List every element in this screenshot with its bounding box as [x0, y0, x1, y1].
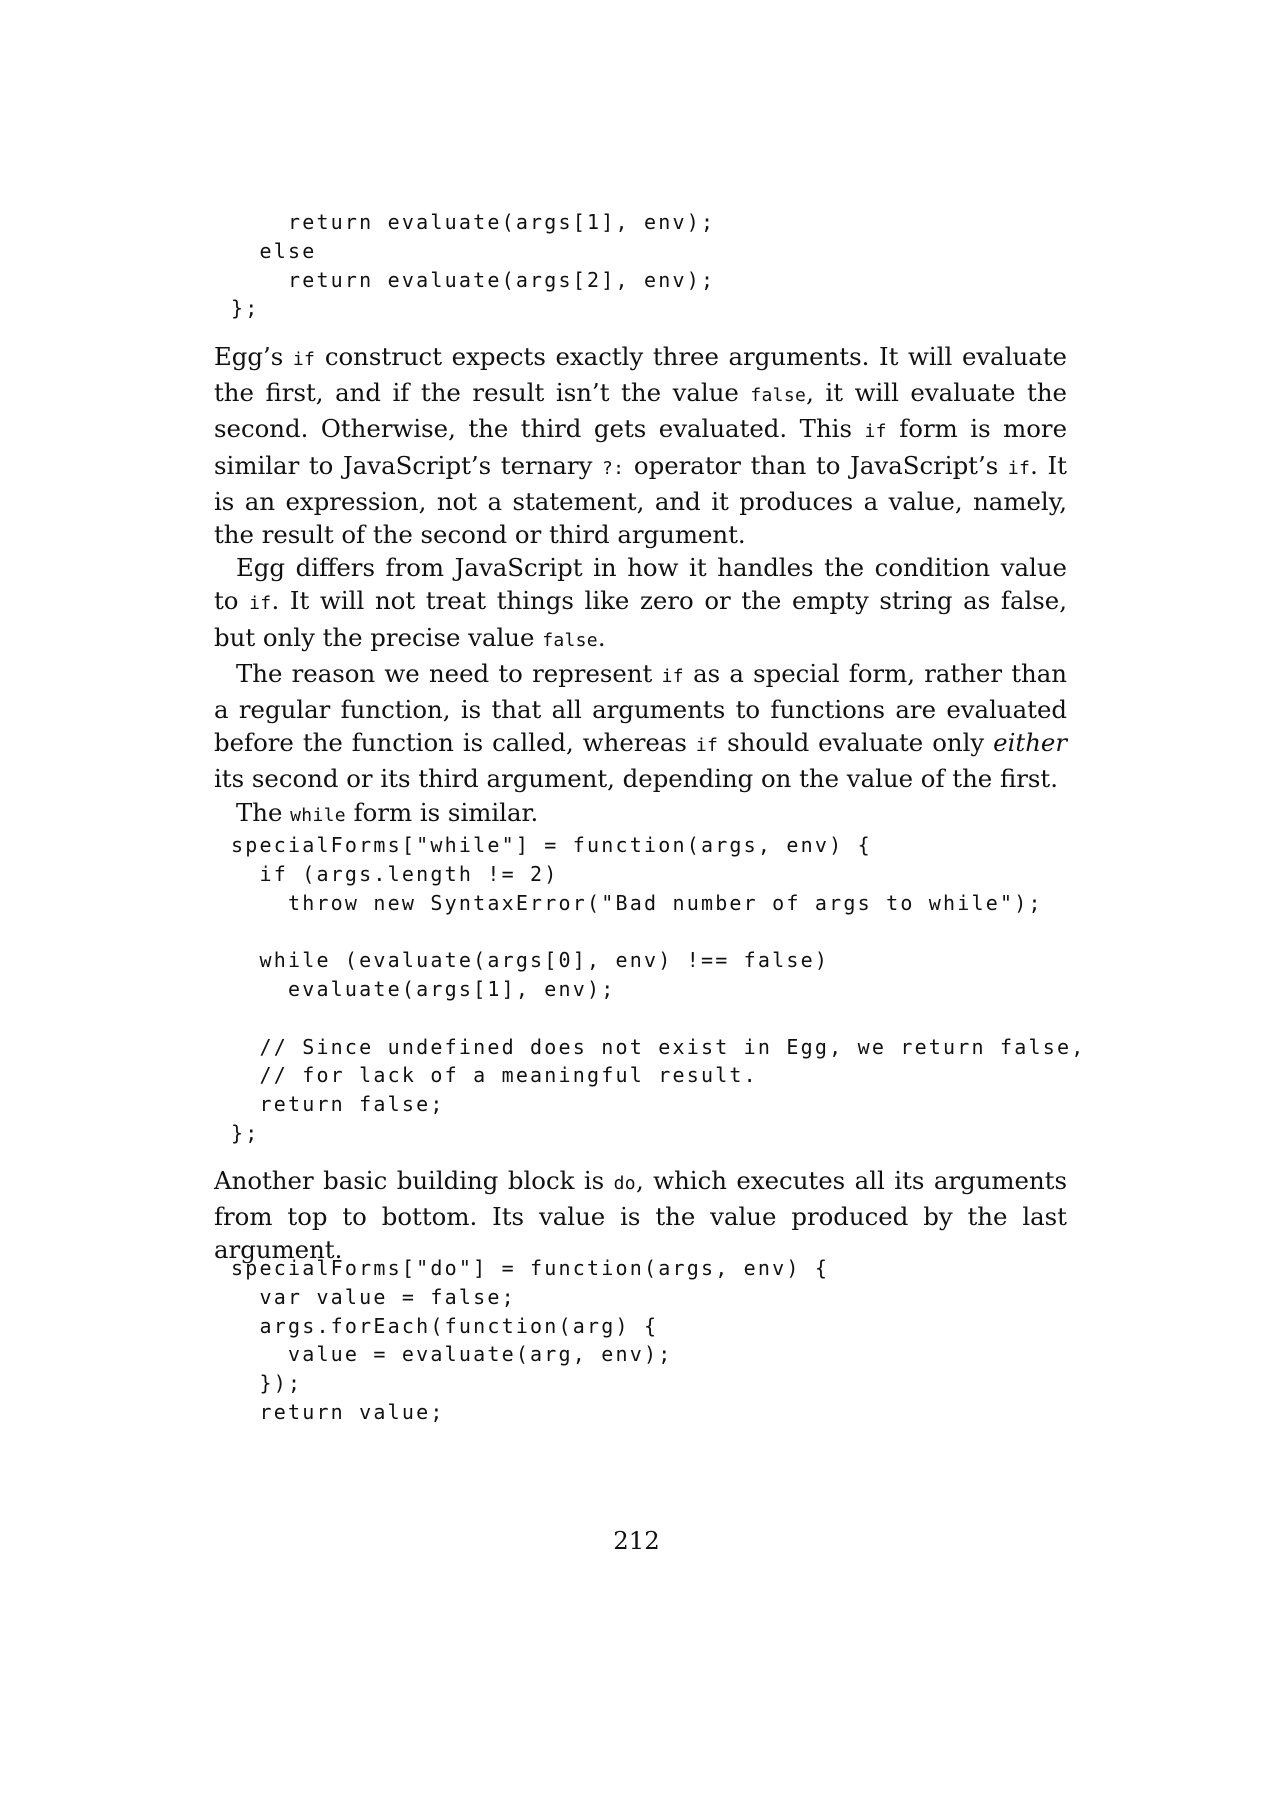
text-run: form is more similar to JavaScript’s ternary [214, 414, 1067, 480]
text-run: form is similar. [345, 797, 539, 827]
text-run: The reason we need to represent [236, 658, 662, 688]
code-line: else [231, 238, 317, 263]
text-run: Egg’s [214, 342, 293, 371]
inline-code: do [613, 1173, 636, 1194]
inline-code: if [695, 735, 719, 757]
code-line: while (evaluate(args[0], env) !== false) [231, 948, 830, 973]
text-run: construct expects exactly three arguments. It will evaluate the first, and if the result isn’t the value [214, 342, 1067, 408]
text-run: . It is an expression, not a statement, and it produces a value, namely, the result of the second or third argument. [214, 450, 1067, 550]
code-block-while [231, 831, 1085, 1148]
text-run: Another basic building block is [214, 1166, 614, 1195]
text-run: . [597, 622, 606, 652]
code-line: }; [231, 296, 260, 321]
code-line [231, 1004, 1085, 1033]
code-line: return evaluate(args[1], env); [231, 210, 716, 234]
code-line: var value = false; [231, 1284, 516, 1309]
code-line: // Since undefined does not exist in Egg, we return false, [231, 1034, 1086, 1059]
paragraph-if-construct [214, 340, 1067, 551]
text-run: Egg differs from JavaScript in how it handles the condition value to [214, 553, 1067, 616]
code-line: args.forEach(function(arg) { [231, 1313, 659, 1338]
text-run: . It will not treat things like zero or the empty string as false, but only the precise value [214, 586, 1067, 652]
inline-code: if [864, 421, 887, 443]
paragraph-do-form [214, 1164, 1067, 1267]
code-line: return false; [231, 1092, 445, 1117]
inline-code: if [292, 349, 316, 370]
text-run: The [236, 797, 291, 827]
code-line: specialForms["do"] = function(args, env) { [231, 1256, 830, 1280]
prose-section-do [214, 1164, 1067, 1267]
inline-code: if [661, 665, 684, 687]
inline-code: false [750, 385, 807, 407]
code-line: return value; [231, 1399, 445, 1424]
code-line: evaluate(args[1], env); [231, 976, 616, 1001]
inline-code: if [249, 593, 272, 615]
code-block-if-continuation [231, 208, 715, 323]
inline-code: if [1007, 457, 1031, 479]
paragraph-egg-differs [214, 551, 1067, 657]
code-line: // for lack of a meaningful result. [231, 1063, 758, 1088]
inline-code: while [290, 804, 346, 826]
code-block-do [231, 1254, 829, 1427]
text-run: , which executes all its arguments from top to bottom. Its value is the value produced by the last argument. [214, 1166, 1067, 1265]
emphasis: either [993, 728, 1067, 758]
code-line: if (args.length != 2) [231, 861, 559, 886]
code-line: value = evaluate(arg, env); [231, 1342, 673, 1367]
code-line: }); [231, 1371, 303, 1396]
text-run: should evaluate only [718, 728, 994, 758]
code-line: return evaluate(args[2], env); [231, 267, 716, 292]
page-number: 212 [613, 1526, 660, 1555]
code-line: throw new SyntaxError("Bad number of args to while"); [231, 890, 1043, 915]
inline-code: false [542, 629, 598, 651]
text-run: its second or its third argument, depending on the value of the first. [214, 764, 1058, 794]
paragraph-special-form-reason [214, 657, 1067, 796]
prose-section-if [214, 340, 1067, 832]
text-run: , it will evaluate the second. Otherwise, the third gets evaluated. This [214, 378, 1067, 444]
code-line: }; [231, 1120, 260, 1145]
text-run: as a special form, rather than a regular function, is that all arguments to functions are evaluated before the function is called, whereas [214, 658, 1067, 758]
code-line [231, 917, 1085, 946]
text-run: operator than to JavaScript’s [624, 450, 1008, 480]
paragraph-while-form [214, 796, 1067, 832]
code-line: specialForms["while"] = function(args, env) { [231, 833, 872, 857]
inline-code: ?: [601, 457, 625, 479]
